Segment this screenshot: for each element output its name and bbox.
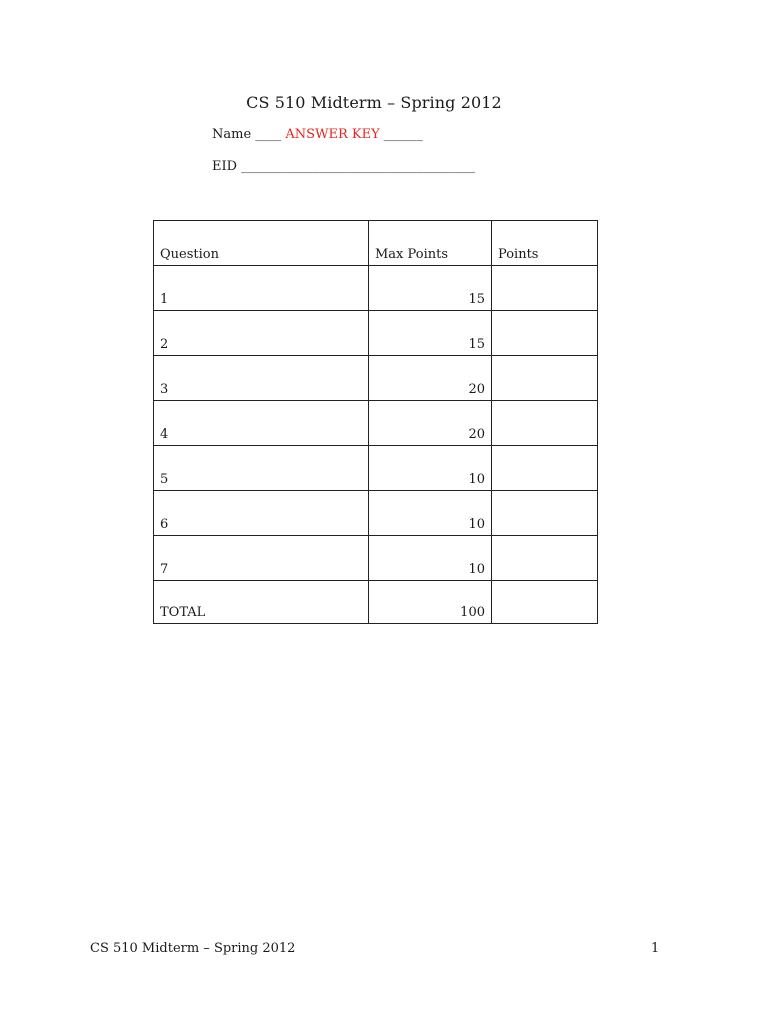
question-cell: 7 [154, 536, 369, 581]
total-max-points-cell: 100 [369, 581, 492, 624]
table-row [154, 536, 598, 581]
points-cell [492, 356, 598, 401]
table-row-total [154, 581, 598, 624]
points-cell [492, 266, 598, 311]
question-cell: 4 [154, 401, 369, 446]
question-cell: 2 [154, 311, 369, 356]
page-title: CS 510 Midterm – Spring 2012 [246, 93, 502, 112]
max-points-cell: 10 [369, 446, 492, 491]
question-cell: 3 [154, 356, 369, 401]
table-row [154, 311, 598, 356]
max-points-cell: 20 [369, 401, 492, 446]
name-label: Name ____ [212, 127, 282, 142]
page-number: 1 [651, 941, 660, 956]
total-points-cell [492, 581, 598, 624]
points-cell [492, 311, 598, 356]
total-label-cell: TOTAL [154, 581, 369, 624]
table-row [154, 356, 598, 401]
name-trail: ______ [383, 127, 423, 142]
points-cell [492, 536, 598, 581]
max-points-cell: 10 [369, 491, 492, 536]
column-header-max-points: Max Points [369, 221, 492, 266]
question-cell: 6 [154, 491, 369, 536]
points-cell [492, 401, 598, 446]
max-points-cell: 20 [369, 356, 492, 401]
column-header-question: Question [154, 221, 369, 266]
max-points-cell: 15 [369, 266, 492, 311]
column-header-points: Points [492, 221, 598, 266]
question-cell: 5 [154, 446, 369, 491]
max-points-cell: 15 [369, 311, 492, 356]
table-row [154, 446, 598, 491]
table-row [154, 401, 598, 446]
table-row [154, 266, 598, 311]
name-line [212, 127, 423, 142]
table-header-row [154, 221, 598, 266]
table-row [154, 491, 598, 536]
answer-key-text: ANSWER KEY [285, 127, 380, 142]
points-cell [492, 491, 598, 536]
score-table [153, 220, 598, 624]
points-cell [492, 446, 598, 491]
max-points-cell: 10 [369, 536, 492, 581]
question-cell: 1 [154, 266, 369, 311]
footer-title: CS 510 Midterm – Spring 2012 [90, 941, 296, 956]
eid-line: EID ____________________________________ [212, 159, 476, 174]
